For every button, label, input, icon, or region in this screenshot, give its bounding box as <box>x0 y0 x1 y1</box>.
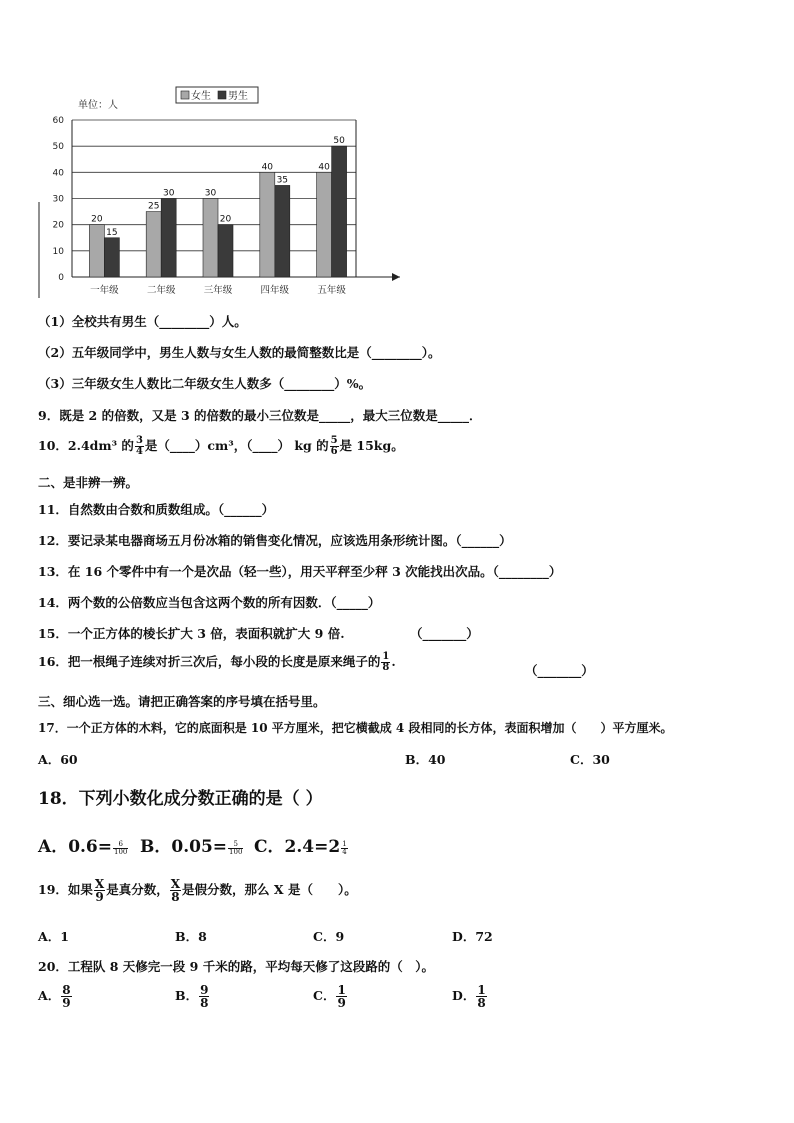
q20-c-num: 1 <box>337 983 346 997</box>
y-tick-label-0: 0 <box>58 273 64 283</box>
question-17: 17．一个正方体的木料，它的底面积是 10 平方厘米，把它横截成 4 段相同的长方体，表面积增加（ ）平方厘米。 <box>38 721 673 735</box>
legend-label-1: 男生 <box>228 91 248 102</box>
q20-d-den: 8 <box>477 996 486 1010</box>
q17-option-a: A．60 <box>38 752 78 767</box>
q16-f-den: 8 <box>382 662 390 673</box>
q19-option-a: A．1 <box>38 929 69 944</box>
q15-text: 15．一个正方体的棱长扩大 3 倍，表面积就扩大 9 倍. <box>38 626 345 641</box>
q19-f1-den: 9 <box>95 890 104 904</box>
q18-a-fraction <box>113 841 128 856</box>
bar-value-label-4-0: 40 <box>318 162 330 173</box>
bar-4-1 <box>332 146 347 277</box>
q16-part-a: 16．把一根绳子连续对折三次后，每小段的长度是原来绳子的 <box>38 654 381 669</box>
q20-a-text: A． <box>38 988 61 1003</box>
q20-a-fraction <box>61 984 71 1009</box>
q18-a-text: A．0.6= <box>38 837 113 857</box>
legend-label-0: 女生 <box>191 91 211 102</box>
bar-1-0 <box>146 212 161 277</box>
q20-b-num: 9 <box>200 983 209 997</box>
bar-value-label-1-1: 30 <box>162 188 175 199</box>
bar-value-label-2-0: 30 <box>204 188 217 199</box>
y-tick-label-10: 10 <box>52 246 64 257</box>
x-tick-label-0: 一年级 <box>90 285 119 296</box>
bar-1-1 <box>161 199 176 278</box>
q20-d-fraction <box>476 984 486 1009</box>
q20-option-c <box>313 984 348 1009</box>
q8-sub3: （3）三年级女生人数比二年级女生人数多（________）%。 <box>38 376 372 391</box>
q19-fraction-1 <box>94 878 105 903</box>
q16-fraction <box>381 652 390 673</box>
question-13: 13．在 16 个零件中有一个是次品（轻一些），用天平秤至少秤 3 次能找出次品。（________） <box>38 564 562 579</box>
y-tick-label-30: 30 <box>52 194 64 205</box>
bar-0-0 <box>89 225 104 277</box>
y-tick-label-60: 60 <box>52 116 64 126</box>
bar-value-label-0-0: 20 <box>91 214 103 225</box>
question-11: 11．自然数由合数和质数组成。（______） <box>38 502 275 517</box>
q8-sub2: （2）五年级同学中，男生人数与女生人数的最简整数比是（________）。 <box>38 345 441 360</box>
q20-c-fraction <box>336 984 346 1009</box>
x-tick-label-4: 五年级 <box>317 285 346 296</box>
question-12: 12．要记录某电器商场五月份冰箱的销售变化情况，应该选用条形统计图。（______） <box>38 533 512 548</box>
q18-c-den: 4 <box>342 848 347 856</box>
q10-part-a: 10．2.4dm³ 的 <box>38 438 134 453</box>
y-tick-label-50: 50 <box>52 142 64 153</box>
q20-option-a <box>38 984 73 1009</box>
q20-b-den: 8 <box>200 996 209 1010</box>
q19-part-a: 19．如果 <box>38 882 93 897</box>
q20-d-text: D． <box>452 988 476 1003</box>
q10-f2-num: 5 <box>330 435 338 446</box>
q16-part-b: . <box>391 654 396 669</box>
q18-b-text: B．0.05= <box>140 837 228 857</box>
q19-f2-num: X <box>170 877 181 891</box>
x-tick-label-3: 四年级 <box>260 285 290 296</box>
question-10 <box>38 436 404 457</box>
q19-option-b: B．8 <box>175 929 207 944</box>
q19-part-b: 是真分数， <box>106 882 169 897</box>
q10-fraction-1 <box>135 436 144 457</box>
q20-c-text: C． <box>313 988 336 1003</box>
legend-swatch-0 <box>181 91 189 99</box>
q19-f2-den: 8 <box>171 890 180 904</box>
q16-blank: （_______） <box>525 663 594 678</box>
bar-3-1 <box>275 185 290 277</box>
bar-2-1 <box>218 225 233 277</box>
q18-option-c <box>254 832 349 857</box>
bar-value-label-3-1: 35 <box>276 175 289 186</box>
q18-option-a <box>38 832 129 857</box>
bar-0-1 <box>104 238 119 277</box>
section-2-heading: 二、是非辨一辨。 <box>38 475 139 490</box>
q20-c-den: 9 <box>337 996 346 1010</box>
question-19 <box>38 878 357 903</box>
q20-a-den: 9 <box>62 996 71 1010</box>
q20-option-b <box>175 984 210 1009</box>
x-tick-label-1: 二年级 <box>146 285 176 296</box>
q10-part-c: 是 15kg。 <box>339 438 404 453</box>
bar-value-label-2-1: 20 <box>219 214 232 225</box>
question-14: 14．两个数的公倍数应当包含这两个数的所有因数．（_____） <box>38 595 381 610</box>
q18-b-num: 5 <box>228 841 243 849</box>
q20-d-num: 1 <box>477 983 486 997</box>
q19-f1-num: X <box>94 877 105 891</box>
q19-option-d: D．72 <box>452 929 493 944</box>
q10-f1-den: 4 <box>135 446 143 457</box>
q18-a-den: 100 <box>114 848 128 856</box>
q16-f-num: 1 <box>382 651 390 662</box>
x-axis-arrow <box>392 273 400 281</box>
q18-c-text: C．2.4=2 <box>254 837 341 857</box>
q18-b-den: 100 <box>229 848 243 856</box>
q20-a-num: 8 <box>62 983 71 997</box>
bar-value-label-3-0: 40 <box>261 162 274 173</box>
question-16 <box>38 652 396 673</box>
x-tick-label-2: 三年级 <box>203 285 233 296</box>
q18-b-fraction <box>228 841 243 856</box>
q8-sub1: （1）全校共有男生（________）人。 <box>38 314 247 329</box>
q10-part-b: 是（____）cm³，（____） kg 的 <box>144 438 329 453</box>
question-9: 9．既是 2 的倍数，又是 3 的倍数的最小三位数是_____，最大三位数是_____． <box>38 408 482 423</box>
q15-blank: （_______） <box>410 626 479 641</box>
grade-gender-bar-chart <box>38 84 408 302</box>
q18-a-num: 6 <box>113 841 128 849</box>
q20-b-fraction <box>199 984 209 1009</box>
bar-2-0 <box>203 199 218 278</box>
q19-part-c: 是假分数，那么 X 是（ ）。 <box>182 882 357 897</box>
chart-unit-label: 单位：人 <box>78 100 118 111</box>
q10-f1-num: 3 <box>135 435 143 446</box>
y-tick-label-40: 40 <box>52 168 64 179</box>
q18-c-num: 1 <box>342 840 347 848</box>
bar-value-label-0-1: 15 <box>106 227 118 238</box>
q19-fraction-2 <box>170 878 181 903</box>
bar-3-0 <box>260 172 275 277</box>
q20-b-text: B． <box>175 988 199 1003</box>
question-18: 18．下列小数化成分数正确的是（ ） <box>38 789 323 809</box>
q18-option-b <box>140 832 244 857</box>
section-3-heading: 三、细心选一选。请把正确答案的序号填在括号里。 <box>38 694 326 709</box>
q17-option-b: B．40 <box>405 752 446 767</box>
q20-option-d <box>452 984 488 1009</box>
q19-option-c: C．9 <box>313 929 345 944</box>
q10-fraction-2 <box>330 436 339 457</box>
legend-swatch-1 <box>218 91 226 99</box>
question-20: 20．工程队 8 天修完一段 9 千米的路，平均每天修了这段路的（ ）。 <box>38 959 434 974</box>
y-tick-label-20: 20 <box>52 220 64 231</box>
q18-c-fraction <box>341 841 347 856</box>
q10-f2-den: 6 <box>330 446 338 457</box>
bar-value-label-4-1: 50 <box>333 136 345 147</box>
bar-value-label-1-0: 25 <box>147 201 160 212</box>
q17-option-c: C．30 <box>570 752 610 767</box>
question-15 <box>38 624 345 642</box>
bar-4-0 <box>317 172 332 277</box>
bar-chart-svg <box>38 84 408 302</box>
